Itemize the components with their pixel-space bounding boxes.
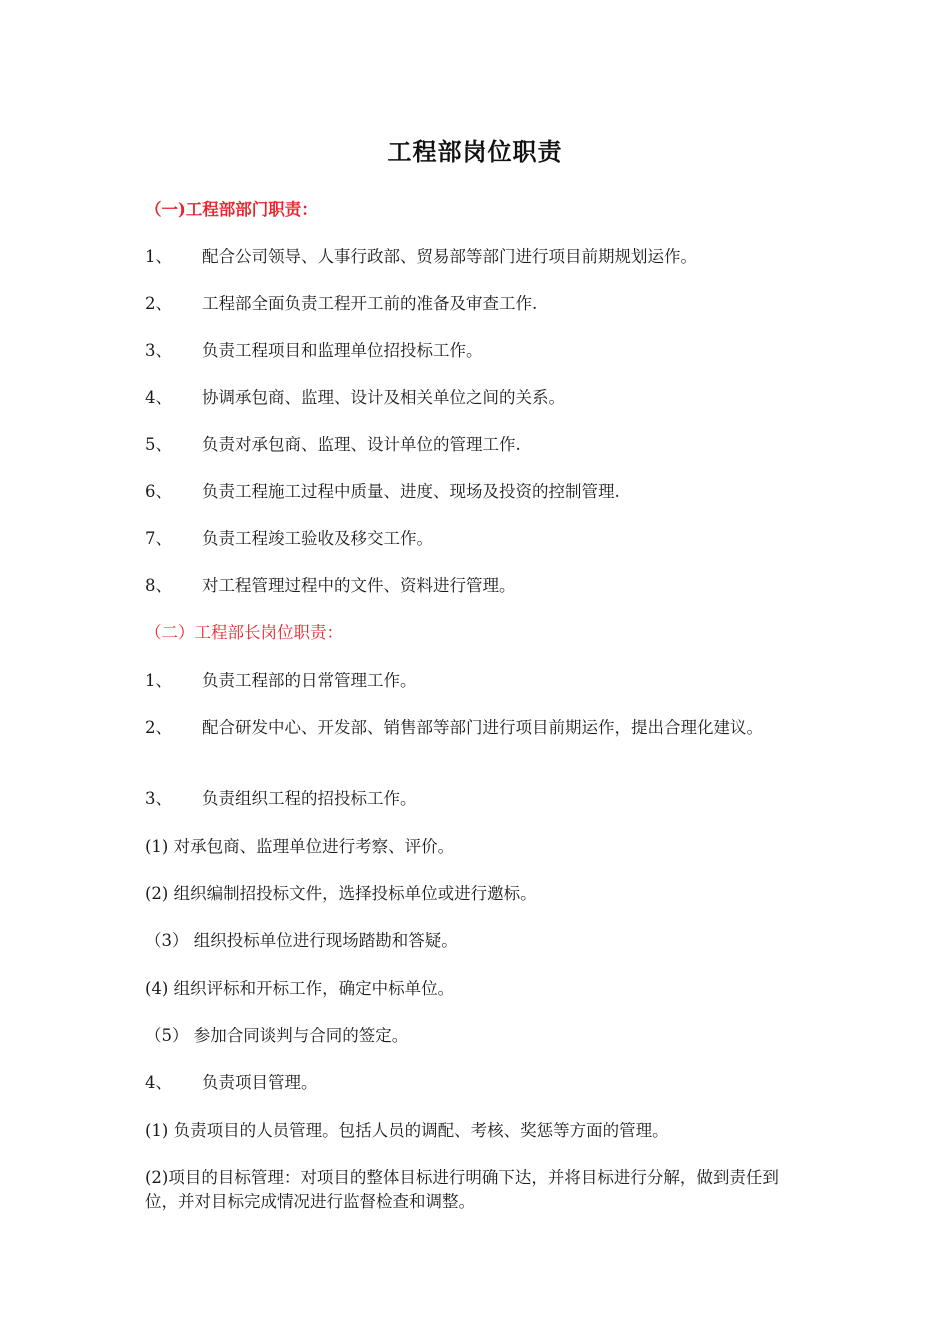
list-item-number: 2、 [145, 718, 172, 737]
list-item-number: 3、 [145, 341, 172, 360]
sub-list-item: （3） 组织投标单位进行现场踏勘和答疑。 [145, 931, 458, 950]
list-item [145, 787, 805, 811]
list-item-text: 配合研发中心、开发部、销售部等部门进行项目前期运作，提出合理化建议。 [202, 718, 763, 737]
list-item-text: 负责项目管理。 [202, 1073, 318, 1092]
list-item [145, 292, 805, 316]
list-item-number: 4、 [145, 1073, 172, 1092]
list-item-text: 负责组织工程的招投标工作。 [202, 789, 417, 808]
list-item [145, 245, 805, 269]
section-heading-department-duties: （一)工程部部门职责： [145, 200, 318, 219]
sub-list-item: (1) 负责项目的人员管理。包括人员的调配、考核、奖惩等方面的管理。 [145, 1121, 669, 1140]
list-item-number: 5、 [145, 435, 172, 454]
list-item [145, 669, 805, 693]
list-item-text: 负责对承包商、监理、设计单位的管理工作. [202, 435, 521, 454]
list-item-number: 8、 [145, 576, 172, 595]
list-item [145, 527, 805, 551]
sub-list-item: （5） 参加合同谈判与合同的签定。 [145, 1026, 409, 1045]
list-item-number: 1、 [145, 247, 172, 266]
list-item-text: 工程部全面负责工程开工前的准备及审查工作. [202, 294, 538, 313]
list-item-text: 负责工程部的日常管理工作。 [202, 671, 417, 690]
list-item [145, 339, 805, 363]
list-item-text: 负责工程施工过程中质量、进度、现场及投资的控制管理. [202, 482, 620, 501]
sub-list-item: (4) 组织评标和开标工作，确定中标单位。 [145, 979, 455, 998]
list-item-number: 1、 [145, 671, 172, 690]
list-item-number: 7、 [145, 529, 172, 548]
sub-list-item: (2)项目的目标管理：对项目的整体目标进行明确下达，并将目标进行分解，做到责任到位，并对目标完成情况进行监督检查和调整。 [145, 1168, 779, 1211]
list-item-text: 协调承包商、监理、设计及相关单位之间的关系。 [202, 388, 565, 407]
list-item-number: 2、 [145, 294, 172, 313]
document-title: 工程部岗位职责 [387, 137, 563, 166]
list-item-text: 负责工程竣工验收及移交工作。 [202, 529, 433, 548]
list-item [145, 716, 805, 740]
list-item-text: 对工程管理过程中的文件、资料进行管理。 [202, 576, 516, 595]
list-item-text: 负责工程项目和监理单位招投标工作。 [202, 341, 483, 360]
list-item [145, 1071, 805, 1095]
section-heading-manager-duties: （二）工程部长岗位职责： [145, 623, 343, 642]
list-item [145, 480, 805, 504]
sub-list-item: (2) 组织编制招投标文件，选择投标单位或进行邀标。 [145, 884, 537, 903]
sub-list-item: (1) 对承包商、监理单位进行考察、评价。 [145, 837, 455, 856]
list-item [145, 433, 805, 457]
list-item [145, 386, 805, 410]
list-item-text: 配合公司领导、人事行政部、贸易部等部门进行项目前期规划运作。 [202, 247, 697, 266]
list-item-number: 3、 [145, 789, 172, 808]
list-item [145, 574, 805, 598]
list-item-number: 6、 [145, 482, 172, 501]
list-item-number: 4、 [145, 388, 172, 407]
